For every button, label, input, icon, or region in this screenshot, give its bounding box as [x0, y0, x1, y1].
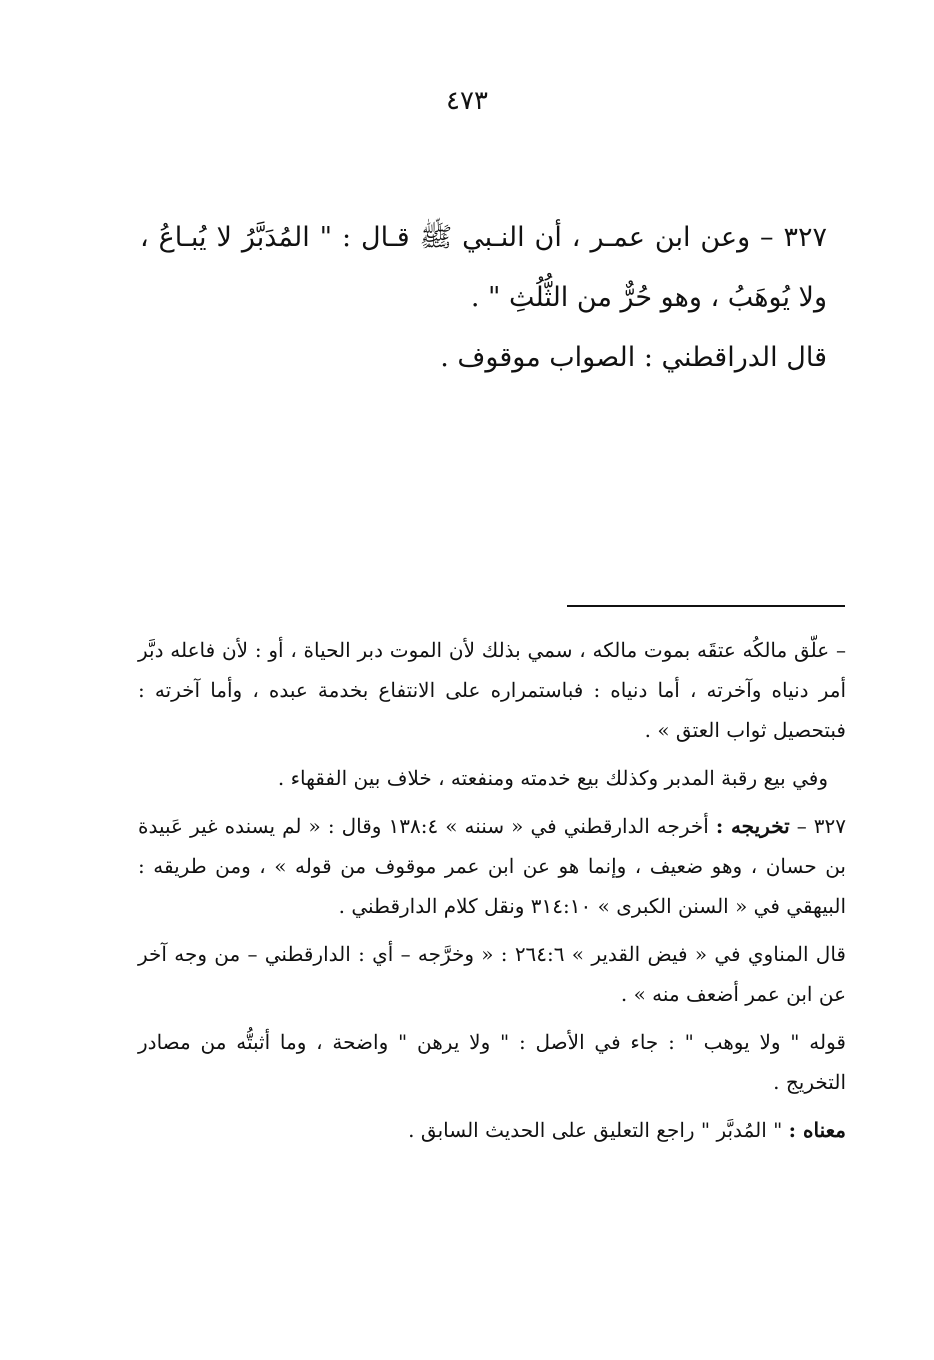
- verdict-text: قال الدراقطني : الصواب موقوف .: [440, 342, 827, 373]
- takhrij-label: تخريجه :: [715, 814, 790, 838]
- manahu-text: " المُدبَّر " راجع التعليق على الحديث السابق .: [408, 1118, 783, 1142]
- footnote-manawi: قال المناوي في « فيض القدير » ٢٦٤:٦ : « وخرَّجه – أي : الدارقطني – من وجه آخر عن ابن عمر أضعف منه » .: [138, 942, 846, 1006]
- manahu-label: معناه :: [788, 1118, 846, 1142]
- footnote-sale-note: وفي بيع رقبة المدبر وكذلك بيع خدمته ومنفعته ، خلاف بين الفقهاء .: [277, 766, 828, 790]
- footnotes: [138, 630, 846, 1150]
- footnote-separator: [567, 605, 845, 607]
- takhrij-number: ٣٢٧ –: [796, 814, 847, 838]
- main-text: [140, 208, 845, 388]
- footnote-manahu: [138, 1110, 846, 1150]
- footnote-takhrij: [138, 806, 846, 926]
- hadith-text: ٣٢٧ – وعن ابن عمـر ، أن النـبي ﷺ قـال : " المُدَبَّرُ لا يُبـاعُ ، ولا يُوهَبُ ، وهو حُرٌّ من الثُّلُثِ " .: [140, 222, 827, 313]
- footnote-continuation: – علّق مالكُه عتقَه بموت مالكه ، سمي بذلك لأن الموت دبر الحياة ، أو : لأن فاعله دبَّر أمر دنياه وآخرته ، أما دنياه : فباستمراره على الانتفاع بخدمة عبده ، وأما آخرته : فبتحصيل ثواب العتق » .: [138, 638, 846, 742]
- page-number: ٤٧٣: [446, 86, 488, 116]
- takhrij-text: أخرجه الدارقطني في « سننه » ١٣٨:٤ وقال : « لم يسنده غير عَبيدة بن حسان ، وهو ضعيف ، وإنما هو عن ابن عمر موقوف من قوله » ، ومن طريقه : البيهقي في « السنن الكبرى » ٣١٤:١٠ ونقل كلام الدارقطني .: [138, 814, 846, 918]
- footnote-qawluhu: قوله " ولا يوهب " : جاء في الأصل : " ولا يرهن " واضحة ، وما أثبتُّه من مصادر التخريج .: [138, 1030, 846, 1094]
